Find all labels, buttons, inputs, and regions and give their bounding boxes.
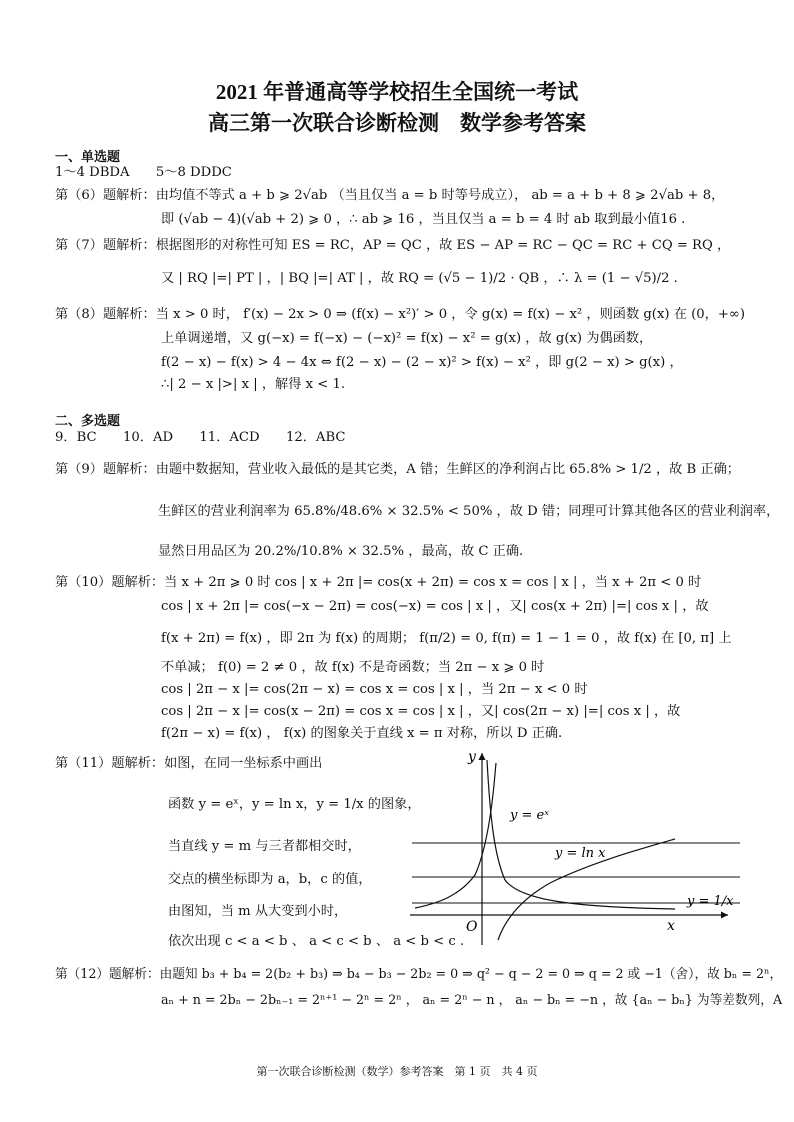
section1-answers: 1～4 DBDA 5～8 DDDC (55, 165, 232, 180)
document-title-line1: 2021 年普通高等学校招生全国统一考试 (215, 80, 579, 104)
q9-line1: 第（9）题解析：由题中数据知，营业收入最低的是其它类，A 错；生鲜区的净利润占比 65.8% > 1/2 ，故 B 正确； (55, 462, 740, 477)
q8-line2: 上单调递增，又 g(−x) = f(−x) − (−x)² = f(x) − x² = g(x) ，故 g(x) 为偶函数， (161, 331, 653, 346)
q11-line2: 函数 y = eˣ，y = ln x，y = 1/x 的图象， (168, 797, 421, 812)
curve-inv (487, 760, 675, 909)
q10-line3: f(x + 2π) = f(x) ，即 2π 为 f(x) 的周期； f(π/2) = 0, f(π) = 1 − 1 = 0 ，故 f(x) 在 [0, π] 上 (161, 631, 732, 646)
y-axis-label: y (468, 749, 476, 765)
q12-line2: aₙ + n = 2bₙ − 2bₙ₋₁ = 2ⁿ⁺¹ − 2ⁿ = 2ⁿ ， aₙ = 2ⁿ − n ， aₙ − bₙ = −n ，故 {aₙ − bₙ} 为等差数列，A (161, 993, 783, 1008)
curve-exp (415, 763, 496, 908)
q11-line4: 交点的横坐标即为 a，b，c 的值， (168, 872, 372, 887)
q7-line1: 第（7）题解析：根据图形的对称性可知 ES = RC，AP = QC ，故 ES − AP = RC − QC = RC + CQ = RQ ， (55, 238, 731, 253)
q10-line5: cos | 2π − x |= cos(2π − x) = cos x = cos | x | ，当 2π − x < 0 时 (161, 682, 588, 697)
q7-line2: 又 | RQ |=| PT | ，| BQ |=| AT | ，故 RQ = (√5 − 1)/2 · QB ，∴ λ = (1 − √5)/2 . (161, 271, 678, 286)
q12-line1: 第（12）题解析：由题知 b₃ + b₄ = 2(b₂ + b₃) ⇒ b₄ − b₃ − 2b₂ = 0 ⇒ q² − q − 2 = 0 ⇒ q = 2 或 −1（舍），故 bₙ = 2ⁿ， (55, 967, 783, 982)
page-footer: 第一次联合诊断检测（数学）参考答案 第 1 页 共 4 页 (256, 1065, 538, 1078)
q11-line1: 第（11）题解析：如图，在同一坐标系中画出 (55, 756, 323, 771)
q9-line3: 显然日用品区为 20.2%/10.8% × 32.5% ，最高，故 C 正确. (158, 544, 524, 559)
q8-line1: 第（8）题解析：当 x > 0 时， f′(x) − 2x > 0 ⇒ (f(x) − x²)′ > 0 ，令 g(x) = f(x) − x² ，则函数 g(x) 在 (0，+∞) (55, 307, 745, 322)
origin-label: O (466, 919, 478, 935)
section2-heading: 二、多选题 (55, 414, 121, 429)
q6-line1: 第（6）题解析：由均值不等式 a + b ⩾ 2√ab （当且仅当 a = b 时等号成立）， ab = a + b + 8 ⩾ 2√ab + 8， (55, 188, 725, 203)
q11-line3: 当直线 y = m 与三者都相交时， (168, 839, 361, 854)
q11-line6: 依次出现 c < a < b 、 a < c < b 、 a < b < c . (168, 934, 465, 949)
q9-line2: 生鲜区的营业利润率为 65.8%/48.6% × 32.5% < 50% ，故 D 错；同理可计算其他各区的营业利润率， (158, 504, 780, 519)
q10-line1: 第（10）题解析：当 x + 2π ⩾ 0 时 cos | x + 2π |= cos(x + 2π) = cos x = cos | x | ，当 x + 2π < 0 时 (55, 575, 702, 590)
ln-curve-label: y = ln x (555, 846, 606, 861)
q10-line7: f(2π − x) = f(x) ， f(x) 的图象关于直线 x = π 对称，所以 D 正确. (161, 726, 563, 741)
inv-curve-label: y = 1/x (687, 894, 734, 909)
q10-line2: cos | x + 2π |= cos(−x − 2π) = cos(−x) = cos | x | ，又| cos(x + 2π) |=| cos x | ，故 (161, 599, 709, 614)
q8-line4: ∴| 2 − x |>| x | ，解得 x < 1. (161, 377, 346, 392)
q6-line2: 即 (√ab − 4)(√ab + 2) ⩾ 0 ，∴ ab ⩾ 16 ，当且仅当 a = b = 4 时 ab 取到最小值16 . (161, 212, 686, 227)
q10-line6: cos | 2π − x |= cos(x − 2π) = cos x = cos | x | ，又| cos(2π − x) |=| cos x | ，故 (161, 704, 681, 719)
q10-line4: 不单减； f(0) = 2 ≠ 0 ，故 f(x) 不是奇函数；当 2π − x ⩾ 0 时 (161, 660, 545, 675)
q8-line3: f(2 − x) − f(x) > 4 − 4x ⇔ f(2 − x) − (2 − x)² > f(x) − x² ，即 g(2 − x) > g(x) ， (161, 355, 683, 370)
function-graph (410, 745, 740, 945)
x-axis-label: x (667, 918, 675, 934)
document-title-line2: 高三第一次联合诊断检测 数学参考答案 (208, 111, 586, 135)
section2-answers: 9．BC 10．AD 11．ACD 12．ABC (55, 430, 346, 445)
exp-curve-label: y = eˣ (510, 808, 549, 823)
section1-heading: 一、单选题 (55, 150, 121, 165)
q11-line5: 由图知，当 m 从大变到小时， (168, 904, 348, 919)
